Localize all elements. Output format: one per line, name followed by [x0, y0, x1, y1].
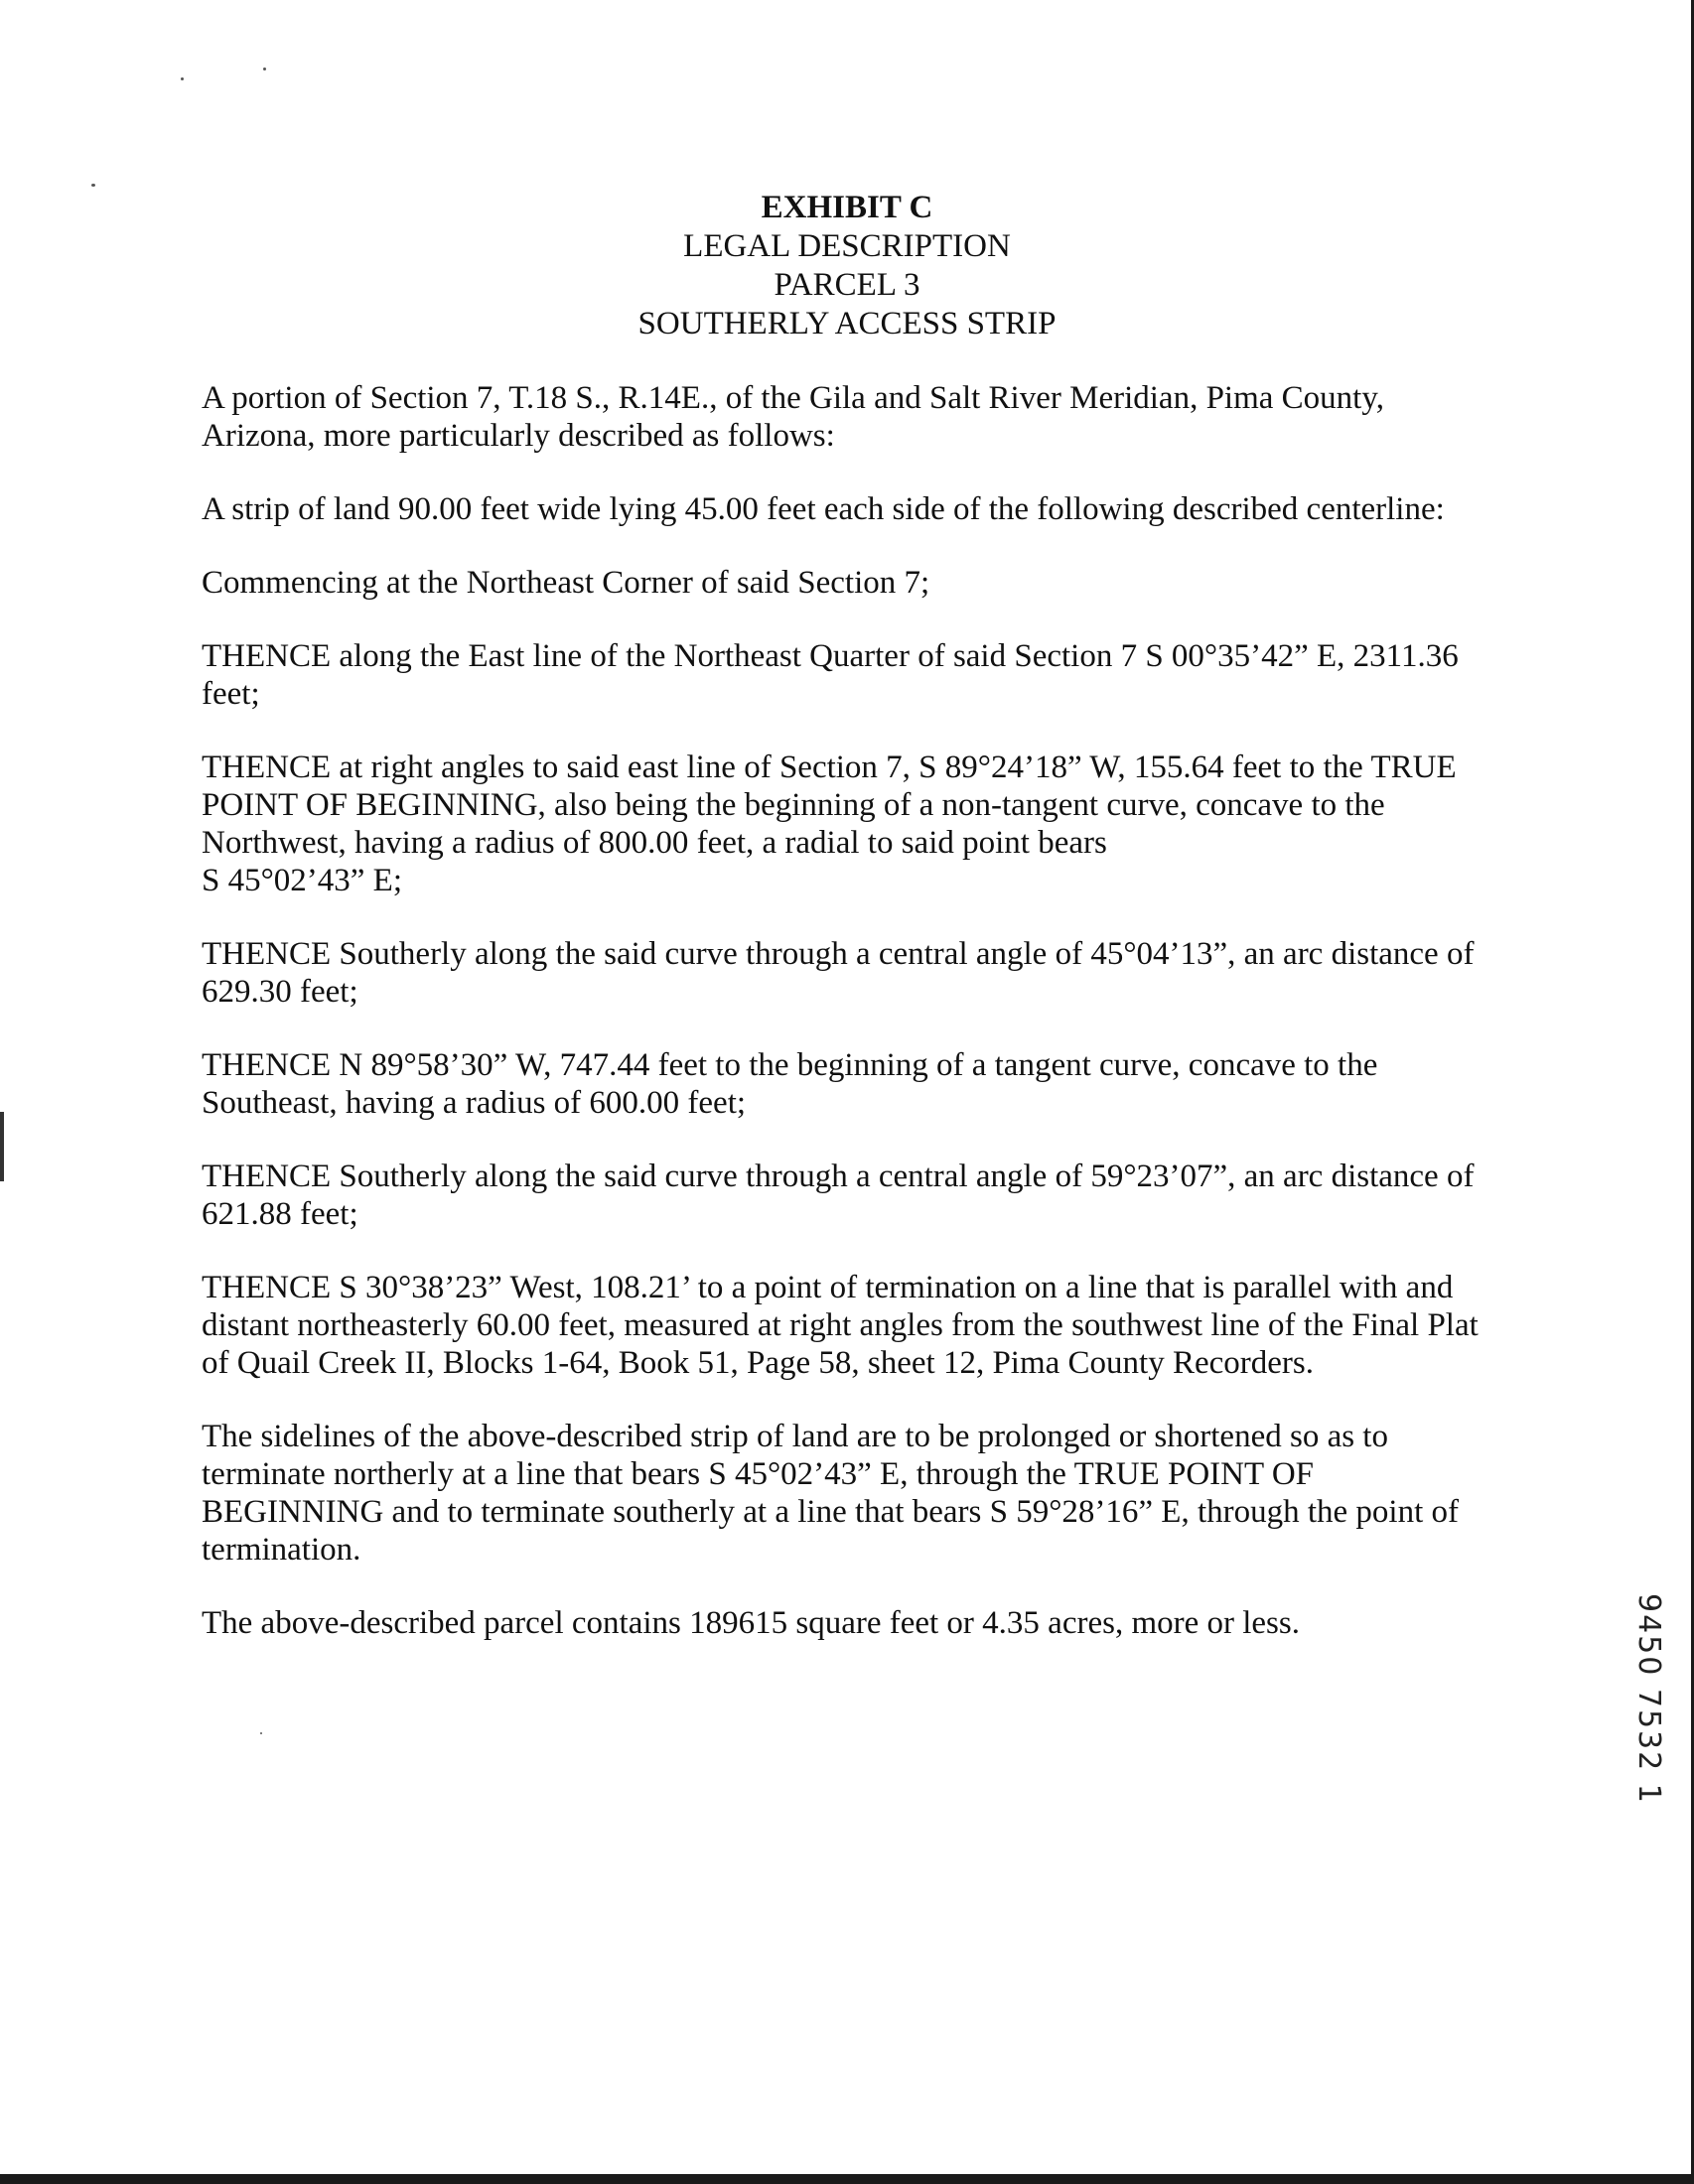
scan-speck: [263, 68, 266, 70]
document-heading: [0, 189, 1694, 343]
scan-tick: [0, 1112, 4, 1181]
heading-parcel: PARCEL 3: [774, 267, 920, 303]
paragraph-line: THENCE S 30°38’23” West, 108.21’ to a point of termination on a line that is parallel with and: [202, 1270, 1454, 1305]
paragraph-line: 629.30 feet;: [202, 974, 358, 1010]
paragraph: [202, 637, 1512, 713]
paragraph-line: A strip of land 90.00 feet wide lying 45.00 feet each side of the following described centerline:: [202, 491, 1445, 527]
heading-legal-description: LEGAL DESCRIPTION: [683, 228, 1011, 264]
paragraph: [202, 1418, 1512, 1569]
paragraph: [202, 490, 1512, 528]
legal-description-body: [202, 379, 1512, 1678]
paragraph: [202, 564, 1512, 602]
paragraph-line: BEGINNING and to terminate southerly at a line that bears S 59°28’16” E, through the point of: [202, 1494, 1459, 1530]
paragraph: [202, 1604, 1512, 1642]
scan-speck: [91, 184, 95, 187]
scan-speck: [181, 77, 184, 80]
paragraph-line: distant northeasterly 60.00 feet, measured at right angles from the southwest line of the Final Plat: [202, 1307, 1479, 1343]
scan-speck: [260, 1732, 262, 1734]
exhibit-title: EXHIBIT C: [761, 190, 933, 225]
paragraph: [202, 935, 1512, 1011]
paragraph-line: THENCE along the East line of the Northeast Quarter of said Section 7 S 00°35’42” E, 2311.36: [202, 638, 1459, 674]
paragraph-line: S 45°02’43” E;: [202, 863, 403, 898]
paragraph-line: Commencing at the Northeast Corner of said Section 7;: [202, 565, 930, 601]
heading-strip-name: SOUTHERLY ACCESS STRIP: [637, 306, 1057, 341]
paragraph-line: THENCE at right angles to said east line of Section 7, S 89°24’18” W, 155.64 feet to the TRUE: [202, 750, 1457, 785]
paragraph-line: termination.: [202, 1532, 361, 1568]
paragraph-line: feet;: [202, 676, 260, 712]
paragraph-line: THENCE Southerly along the said curve through a central angle of 59°23’07”, an arc distance of: [202, 1159, 1475, 1194]
paragraph-line: 621.88 feet;: [202, 1196, 358, 1232]
scan-border-bottom: [0, 2174, 1694, 2184]
paragraph: [202, 1158, 1512, 1233]
paragraph-line: THENCE Southerly along the said curve through a central angle of 45°04’13”, an arc distance of: [202, 936, 1475, 972]
paragraph: [202, 379, 1512, 455]
paragraph-line: THENCE N 89°58’30” W, 747.44 feet to the beginning of a tangent curve, concave to the: [202, 1047, 1378, 1083]
paragraph-line: The above-described parcel contains 189615 square feet or 4.35 acres, more or less.: [202, 1605, 1300, 1641]
paragraph-line: A portion of Section 7, T.18 S., R.14E., of the Gila and Salt River Meridian, Pima County,: [202, 380, 1384, 416]
paragraph-line: POINT OF BEGINNING, also being the beginning of a non-tangent curve, concave to the: [202, 787, 1385, 823]
paragraph-line: Southeast, having a radius of 600.00 feet;: [202, 1085, 747, 1121]
recording-stamp-text: 9450 7532 1: [1631, 1593, 1666, 1805]
paragraph-line: Northwest, having a radius of 800.00 feet, a radial to said point bears: [202, 825, 1107, 861]
paragraph-line: Arizona, more particularly described as follows:: [202, 418, 835, 454]
paragraph: [202, 1046, 1512, 1122]
paragraph-line: of Quail Creek II, Blocks 1-64, Book 51, Page 58, sheet 12, Pima County Recorders.: [202, 1345, 1314, 1381]
paragraph-line: The sidelines of the above-described strip of land are to be prolonged or shortened so as to: [202, 1419, 1388, 1454]
paragraph: [202, 749, 1512, 899]
paragraph: [202, 1269, 1512, 1382]
recording-stamp: [1628, 1593, 1668, 1881]
paragraph-line: terminate northerly at a line that bears S 45°02’43” E, through the TRUE POINT OF: [202, 1456, 1315, 1492]
